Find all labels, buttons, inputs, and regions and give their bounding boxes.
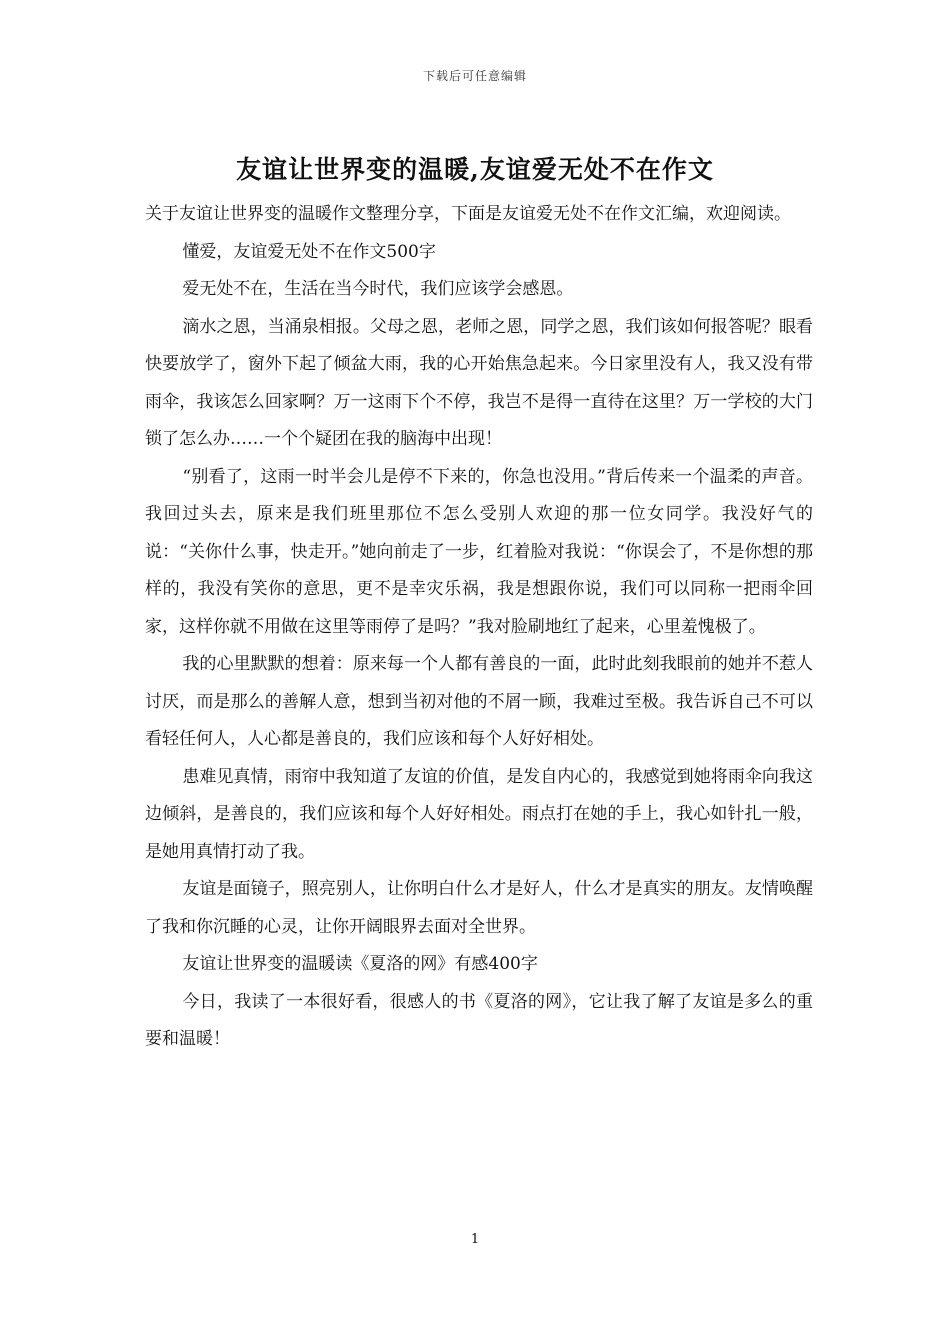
page-number: 1: [470, 1232, 480, 1247]
paragraph: “别看了，这雨一时半会儿是停不下来的，你急也没用。”背后传来一个温柔的声音。我回过头去，原来是我们班里那位不怎么受别人欢迎的那一位女同学。我没好气的说：“关你什么事，快走开。”她向前走了一步，红着脸对我说：“你误会了，不是你想的那样的，我没有笑你的意思，更不是幸灾乐祸，我是想跟你说，我们可以同称一把雨伞回家，这样你就不用做在这里等雨停了是吗？”我对脸刷地红了起来，心里羞愧极了。: [145, 466, 813, 637]
paragraph: 友谊是面镜子，照亮别人，让你明白什么才是好人，什么才是真实的朋友。友情唤醒了我和你沉睡的心灵，让你开阔眼界去面对全世界。: [145, 879, 813, 937]
paragraph: 今日，我读了一本很好看，很感人的书《夏洛的网》，它让我了解了友谊是多么的重要和温暖！: [145, 991, 813, 1049]
paragraph: 滴水之恩，当涌泉相报。父母之恩，老师之恩，同学之恩，我们该如何报答呢？眼看快要放学了，窗外下起了倾盆大雨，我的心开始焦急起来。今日家里没有人，我又没有带雨伞，我该怎么回家啊？万一这雨下个不停，我岂不是得一直待在这里？万一学校的大门锁了怎么办……一个个疑团在我的脑海中出现！: [145, 316, 813, 449]
paragraph: 爱无处不在，生活在当今时代，我们应该学会感恩。: [182, 279, 574, 299]
paragraph: 我的心里默默的想着：原来每一个人都有善良的一面，此时此刻我眼前的她并不惹人讨厌，而是那么的善解人意，想到当初对他的不屑一顾，我难过至极。我告诉自己不可以看轻任何人，人心都是善良的，我们应该和每个人好好相处。: [145, 654, 813, 749]
document-title: 友谊让世界变的温暖,友谊爱无处不在作文: [236, 155, 714, 184]
document-body: [145, 196, 813, 1059]
paragraph-intro: 关于友谊让世界变的温暖作文整理分享，下面是友谊爱无处不在作文汇编，欢迎阅读。: [145, 204, 791, 224]
paragraph-subheading-2: 友谊让世界变的温暖读《夏洛的网》有感400字: [182, 954, 538, 974]
page-header-note: 下载后可任意编辑: [422, 69, 527, 83]
paragraph: 患难见真情，雨帘中我知道了友谊的价值，是发自内心的，我感觉到她将雨伞向我这边倾斜，是善良的，我们应该和每个人好好相处。雨点打在她的手上，我心如针扎一般，是她用真情打动了我。: [145, 766, 813, 862]
paragraph-subheading-1: 懂爱，友谊爱无处不在作文500字: [182, 241, 436, 262]
